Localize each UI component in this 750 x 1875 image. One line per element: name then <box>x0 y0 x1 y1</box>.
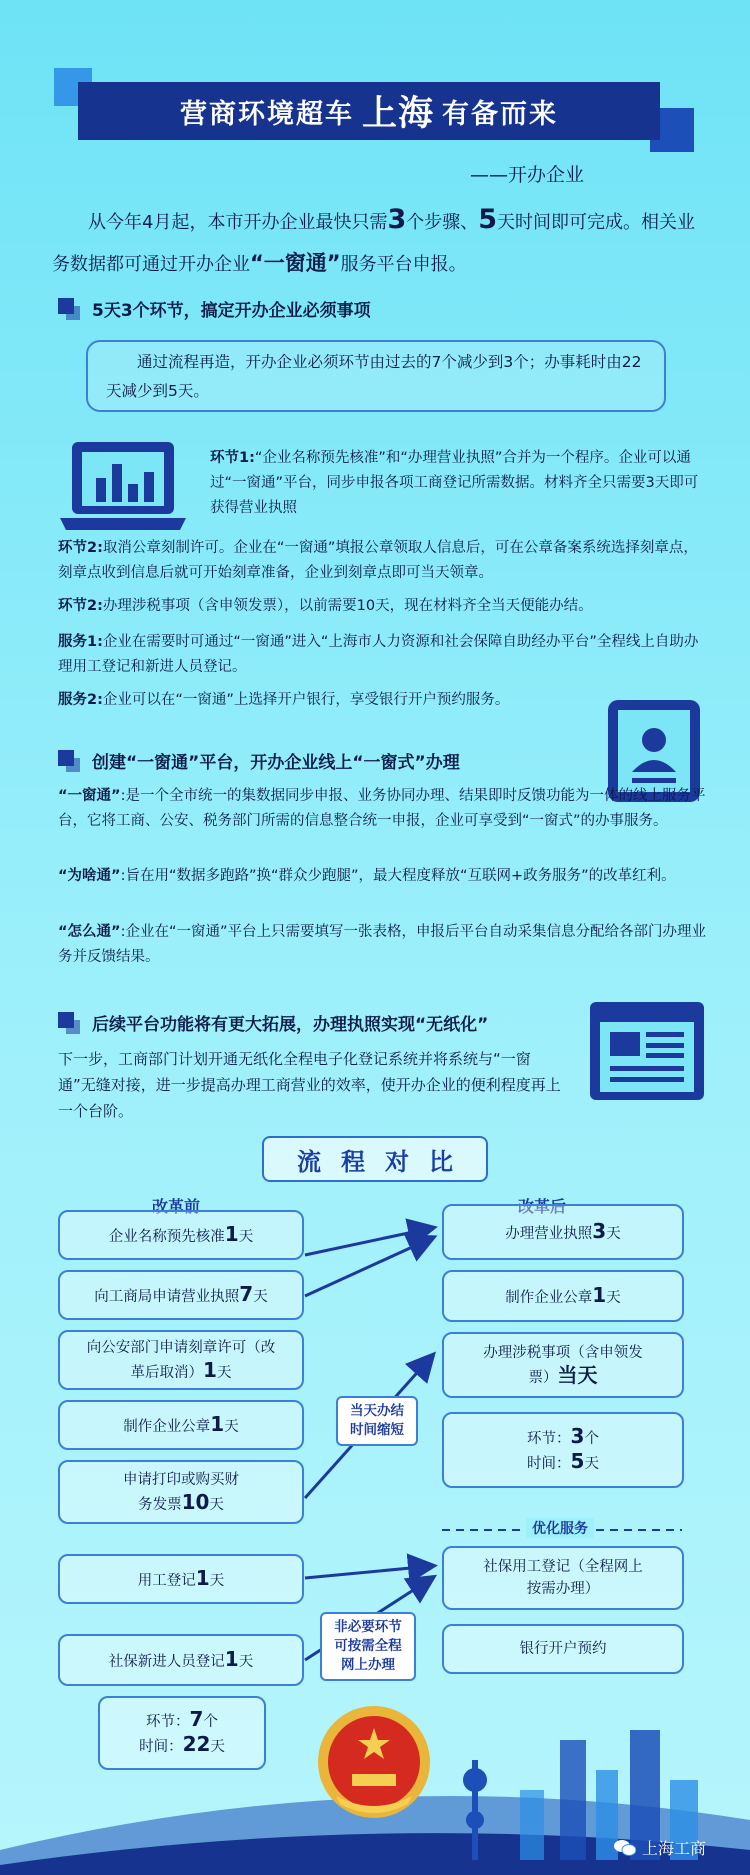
after-step: 制作企业公章1天 <box>442 1270 684 1322</box>
section3-heading: 后续平台功能将有更大拓展，办理执照实现“无纸化” <box>58 1010 488 1035</box>
definition-text: “一窗通”:是一个全市统一的集数据同步申报、业务协同办理、结果即时反馈功能为一体的线上服务平台，它将工商、公安、税务部门所需的信息整合统一申报，企业可享受到“一窗式”的办事服务。 <box>58 788 706 829</box>
tag-same-day: 当天办结时间缩短 <box>336 1396 418 1446</box>
tag-online: 非必要环节可按需全程网上办理 <box>320 1612 416 1681</box>
before-step: 向工商局申请营业执照7天 <box>58 1270 304 1320</box>
before-heading: 改革前 <box>152 1197 201 1216</box>
compare-title: 流程对比 <box>262 1136 488 1182</box>
summary-box: 通过流程再造，开办企业必须环节由过去的7个减少到3个；办事耗时由22天减少到5天。 <box>86 340 666 412</box>
emblem-icon <box>316 1704 432 1820</box>
watermark: 上海工商 <box>614 1836 706 1859</box>
how-text: “怎么通”:企业在“一窗通”平台上只需要填写一张表格，申报后平台自动采集信息分配给各部门办理业务并反馈结果。 <box>58 924 706 965</box>
wechat-icon <box>614 1839 636 1857</box>
before-step: 用工登记1天 <box>58 1554 304 1604</box>
section3-text: 下一步，工商部门计划开通无纸化全程电子化登记系统并将系统与“一窗通”无缝对接，进一步提高办理工商营业的效率，使开办企业的便利程度再上一个台阶。 <box>58 1050 561 1120</box>
before-step: 申请打印或购买财务发票10天 <box>58 1460 304 1524</box>
optimize-item: 银行开户预约 <box>442 1624 684 1674</box>
service2-text: 服务2:企业可以在“一窗通”上选择开户银行，享受银行开户预约服务。 <box>58 692 510 708</box>
after-step: 办理涉税事项（含申领发票）当天 <box>442 1332 684 1398</box>
why-text: “为啥通”:旨在用“数据多跑路”换“群众少跑腿”，最大程度释放“互联网+政务服务”的改革红利。 <box>58 868 676 884</box>
section1-heading: 5天3个环节，搞定开办企业必须事项 <box>58 296 371 321</box>
optimize-item: 社保用工登记（全程网上按需办理） <box>442 1546 684 1610</box>
before-total: 环节：7个 时间：22天 <box>98 1696 266 1770</box>
after-total: 环节：3个 时间：5天 <box>442 1412 684 1488</box>
after-heading: 改革后 <box>518 1197 567 1216</box>
intro-paragraph: 从今年4月起，本市开办企业最快只需3个步骤、5天时间即可完成。相关业务数据都可通过开办企业“一窗通”服务平台申报。 <box>52 204 696 275</box>
after-step: 办理营业执照3天 <box>442 1204 684 1260</box>
section2-heading: 创建“一窗通”平台，开办企业线上“一窗式”办理 <box>58 748 460 773</box>
subtitle: ——开办企业 <box>470 164 585 186</box>
service1-text: 服务1:企业在需要时可通过“一窗通”进入“上海市人力资源和社会保障自助经办平台”全程线上自助办理用工登记和新进人员登记。 <box>58 634 699 675</box>
step2b-text: 环节2:办理涉税事项（含申领发票），以前需要10天，现在材料齐全当天便能办结。 <box>58 598 593 614</box>
before-step: 社保新进人员登记1天 <box>58 1634 304 1686</box>
before-step: 向公安部门申请刻章许可（改革后取消）1天 <box>58 1330 304 1390</box>
step1-text: 环节1:“企业名称预先核准”和“办理营业执照”合并为一个程序。企业可以通过“一窗通”平台，同步申报各项工商登记所需数据。材料齐全只需要3天即可获得营业执照 <box>210 450 699 516</box>
step2a-text: 环节2:取消公章刻制许可。企业在“一窗通”填报公章领取人信息后，可在公章备案系统选择刻章点，刻章点收到信息后就可开始刻章准备，企业到刻章点即可当天领章。 <box>58 540 698 581</box>
page-title: 营商环境超车 上海 有备而来 <box>78 82 660 140</box>
before-step: 企业名称预先核准1天 <box>58 1210 304 1260</box>
optimize-heading: 优化服务 <box>526 1518 594 1538</box>
before-step: 制作企业公章1天 <box>58 1400 304 1450</box>
